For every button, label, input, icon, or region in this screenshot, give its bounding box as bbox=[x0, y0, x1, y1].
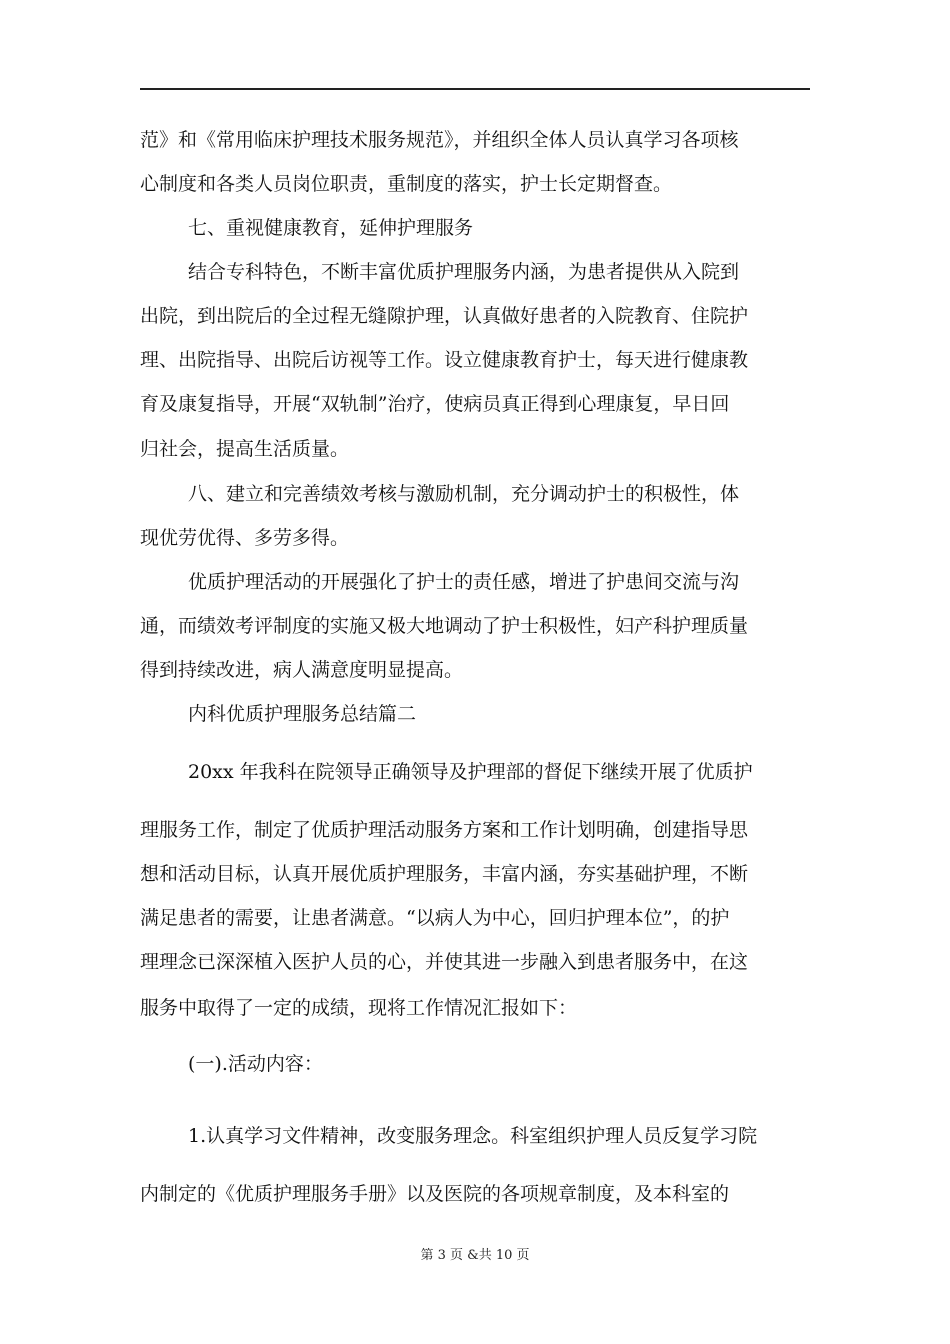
text-line: 育及康复指导，开展“双轨制”治疗，使病员真正得到心理康复，早日回 bbox=[140, 393, 730, 415]
text-line: 内制定的《优质护理服务手册》以及医院的各项规章制度，及本科室的 bbox=[140, 1183, 730, 1205]
text-line: 结合专科特色，不断丰富优质护理服务内涵，为患者提供从入院到 bbox=[188, 261, 740, 283]
text-line: 1.认真学习文件精神，改变服务理念。科室组织护理人员反复学习院 bbox=[188, 1125, 758, 1147]
header-rule bbox=[140, 88, 810, 90]
text-line: 理理念已深深植入医护人员的心，并使其进一步融入到患者服务中，在这 bbox=[140, 951, 749, 973]
text-line: 通，而绩效考评制度的实施又极大地调动了护士积极性，妇产科护理质量 bbox=[140, 615, 749, 637]
subsection-heading: (一).活动内容： bbox=[188, 1053, 323, 1075]
text-line: 理、出院指导、出院后访视等工作。设立健康教育护士，每天进行健康教 bbox=[140, 349, 749, 371]
article-title: 内科优质护理服务总结篇二 bbox=[188, 703, 417, 725]
page-footer: 第 3 页 &共 10 页 bbox=[420, 1248, 530, 1263]
text-line: 得到持续改进，病人满意度明显提高。 bbox=[140, 659, 464, 681]
text-line: 20xx 年我科在院领导正确领导及护理部的督促下继续开展了优质护 bbox=[188, 761, 753, 783]
text-line: 理服务工作，制定了优质护理活动服务方案和工作计划明确，创建指导思 bbox=[140, 819, 749, 841]
text-line: 范》和《常用临床护理技术服务规范》，并组织全体人员认真学习各项核 bbox=[140, 129, 739, 151]
text-line: 心制度和各类人员岗位职责，重制度的落实，护士长定期督查。 bbox=[140, 173, 673, 195]
text-line: 满足患者的需要，让患者满意。“以病人为中心，回归护理本位”，的护 bbox=[140, 907, 730, 929]
text-line: 想和活动目标，认真开展优质护理服务，丰富内涵，夯实基础护理，不断 bbox=[140, 863, 749, 885]
text-line: 现优劳优得、多劳多得。 bbox=[140, 527, 350, 549]
text-line: 归社会，提高生活质量。 bbox=[140, 438, 350, 460]
section-heading: 七、重视健康教育，延伸护理服务 bbox=[188, 217, 474, 239]
text-line: 出院，到出院后的全过程无缝隙护理，认真做好患者的入院教育、住院护 bbox=[140, 305, 749, 327]
text-line: 服务中取得了一定的成绩，现将工作情况汇报如下： bbox=[140, 997, 578, 1019]
text-line: 优质护理活动的开展强化了护士的责任感，增进了护患间交流与沟 bbox=[188, 571, 740, 593]
section-heading: 八、建立和完善绩效考核与激励机制，充分调动护士的积极性，体 bbox=[188, 483, 740, 505]
